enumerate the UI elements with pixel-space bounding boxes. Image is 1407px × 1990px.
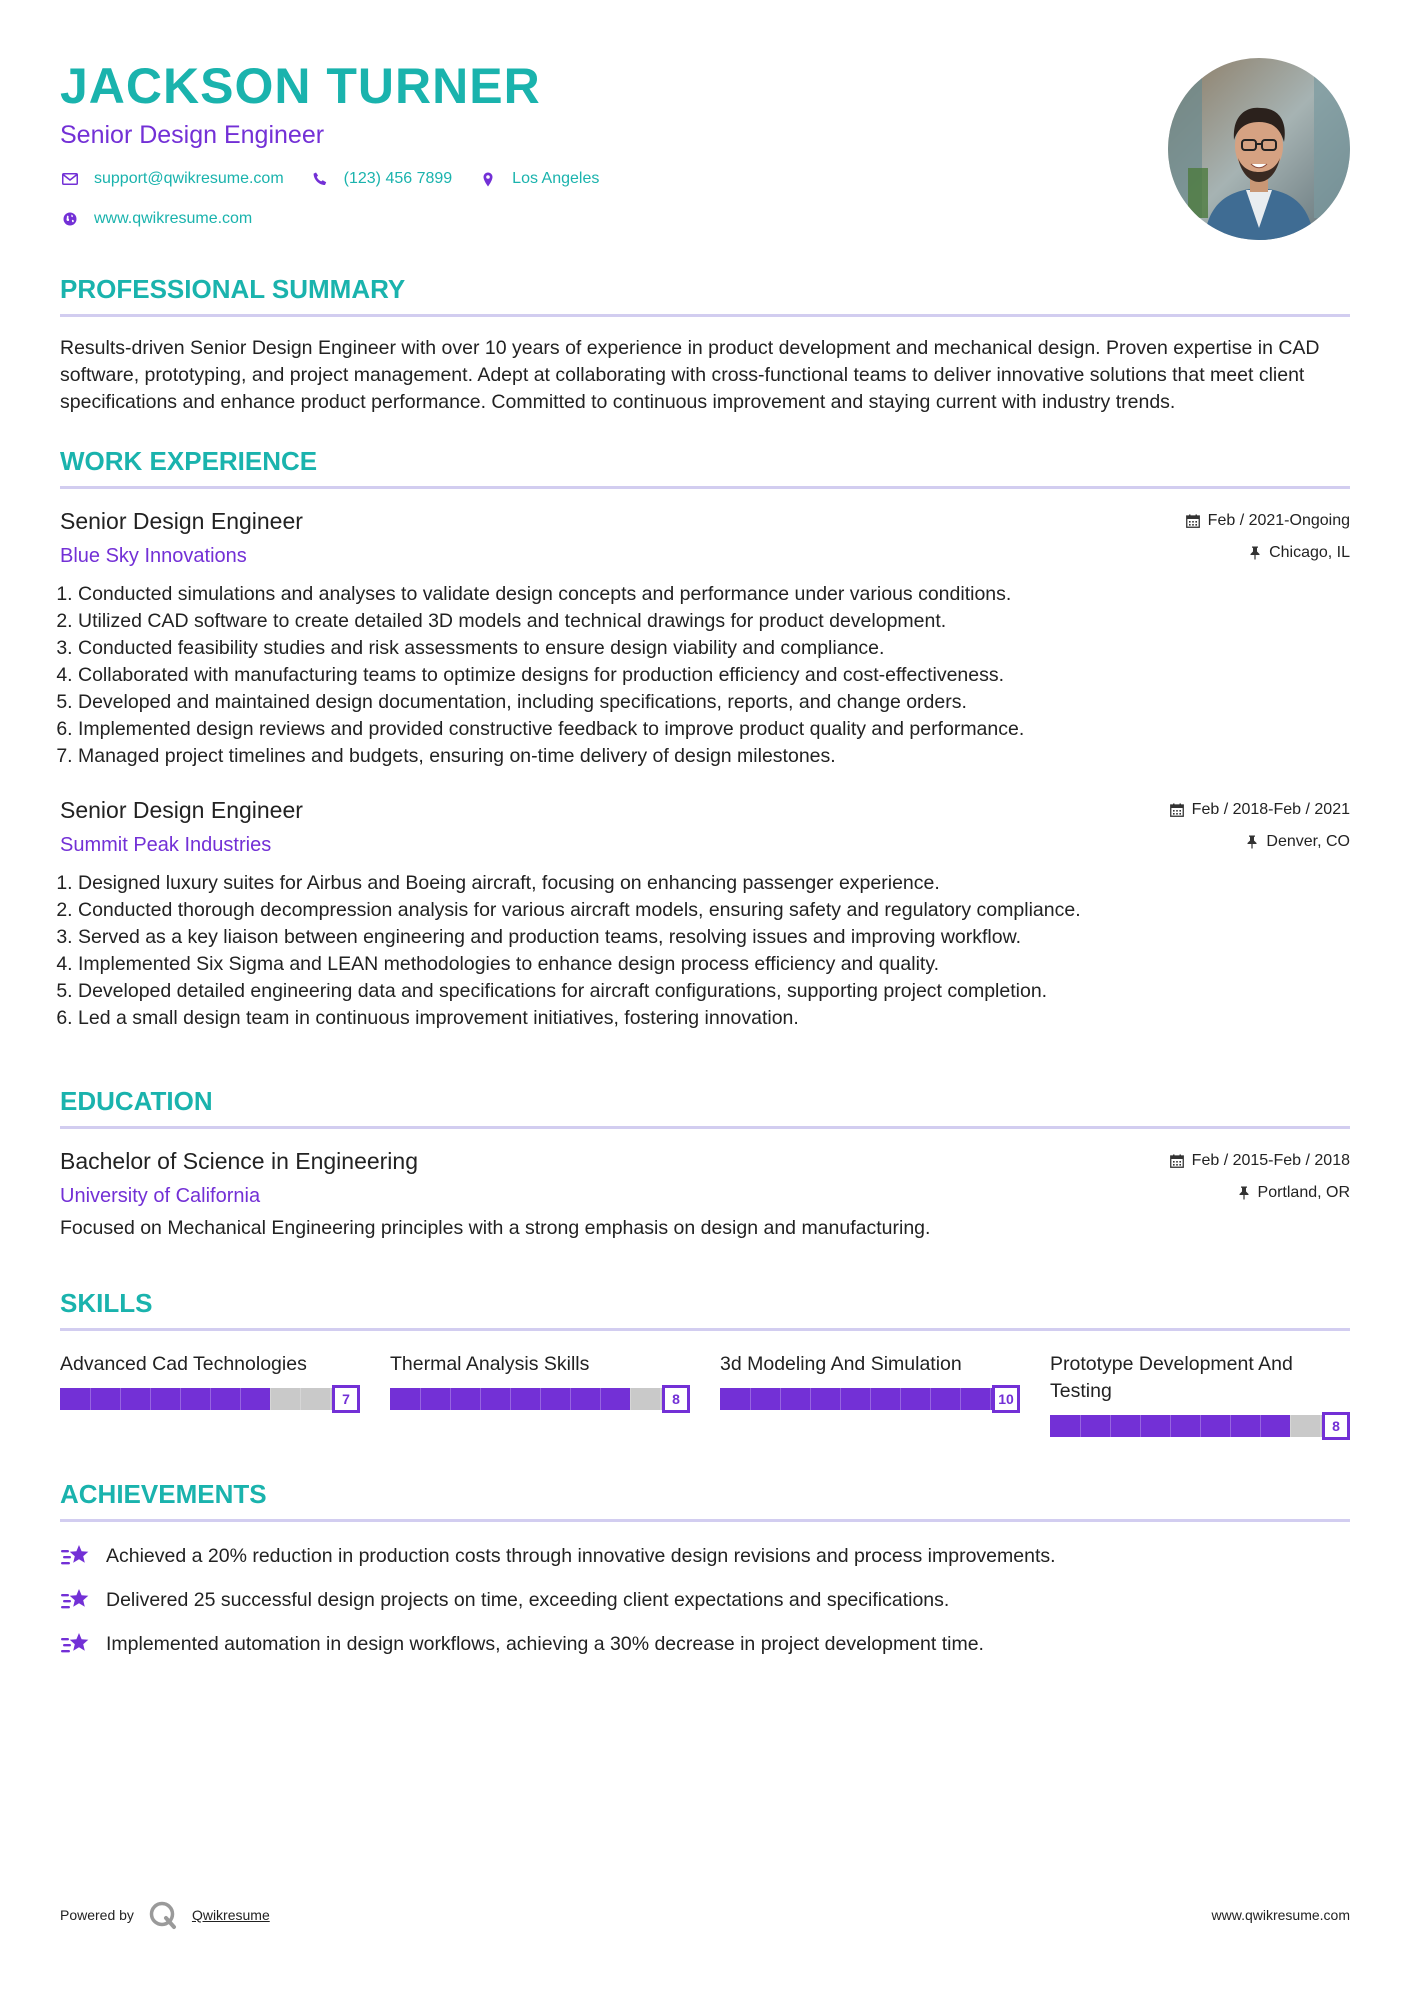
powered-by: [60, 1900, 270, 1930]
contact-website[interactable]: [60, 210, 252, 228]
skill-bar-segment: [1290, 1415, 1291, 1437]
calendar-icon: [1186, 514, 1200, 528]
skill-bar-segment: [120, 1388, 121, 1410]
duty-item: 1. Designed luxury suites for Airbus and Boeing aircraft, focusing on enhancing passenger experience.: [78, 870, 1350, 897]
skill-bar-segment: [150, 1388, 151, 1410]
job-title-block: [60, 507, 303, 569]
education-header: [60, 1147, 1350, 1209]
skill-bar-segment: [240, 1388, 241, 1410]
degree-title: Bachelor of Science in Engineering: [60, 1148, 419, 1174]
footer: [60, 1900, 1350, 1930]
skill-name: Advanced Cad Technologies: [60, 1353, 307, 1375]
contact-row-web: [60, 210, 1350, 228]
skills-divider: [60, 1328, 1350, 1331]
achievements-divider: [60, 1519, 1350, 1522]
experience-divider: [60, 486, 1350, 489]
phone-text: (123) 456 7899: [343, 170, 453, 187]
contact-phone[interactable]: [310, 170, 453, 188]
skill-bar-segment: [270, 1388, 271, 1410]
school-name: University of California: [60, 1185, 261, 1207]
skill-bar-segment: [990, 1388, 991, 1410]
skill-item: [1050, 1351, 1350, 1439]
pushpin-icon: [1238, 1186, 1250, 1200]
skill-bar-segment: [750, 1388, 751, 1410]
job-meta: [1170, 796, 1350, 852]
skill-bar-segment: [930, 1388, 931, 1410]
education-location: [1170, 1183, 1350, 1203]
education-location-text: Portland, OR: [1257, 1184, 1350, 1201]
education-title-block: [60, 1147, 418, 1209]
education-meta: [1170, 1147, 1350, 1203]
achievements-section: [60, 1479, 1350, 1658]
skill-bar-segment: [1320, 1415, 1321, 1437]
candidate-role: Senior Design Engineer: [60, 121, 325, 149]
skills-heading: SKILLS: [60, 1288, 153, 1318]
skill-level-bar: [60, 1384, 360, 1412]
skill-bar-segment: [600, 1388, 601, 1410]
powered-by-label: Powered by: [60, 1907, 134, 1923]
duty-item: 7. Managed project timelines and budgets, ensuring on-time delivery of design milestones.: [78, 743, 1350, 770]
achievements-list: [60, 1542, 1350, 1658]
summary-heading: PROFESSIONAL SUMMARY: [60, 274, 406, 304]
map-pin-icon: [478, 170, 498, 188]
education-description: Focused on Mechanical Engineering principles with a strong emphasis on design and manufacturing.: [60, 1217, 931, 1239]
job-dates: [1170, 800, 1350, 820]
contact-row: [60, 170, 1350, 188]
email-text: support@qwikresume.com: [94, 170, 284, 187]
education-dates-text: Feb / 2015-Feb / 2018: [1191, 1152, 1350, 1169]
skill-level-bar: [720, 1384, 1020, 1412]
skill-level-bar: [1050, 1411, 1350, 1439]
contact-email[interactable]: [60, 170, 284, 188]
skill-item: [60, 1351, 360, 1439]
skill-bar-segment: [1230, 1415, 1231, 1437]
phone-icon: [310, 170, 330, 188]
achievement-item: [60, 1586, 1350, 1614]
candidate-name: JACKSON TURNER: [60, 58, 541, 114]
globe-icon: [60, 210, 80, 228]
resume-content: [60, 58, 1350, 1658]
education-divider: [60, 1126, 1350, 1129]
job-header: [60, 507, 1350, 569]
job-duties: [60, 581, 1350, 770]
skill-bar-segment: [630, 1388, 631, 1410]
duty-item: 2. Conducted thorough decompression analysis for various aircraft models, ensuring safety and regulatory compliance.: [78, 897, 1350, 924]
skill-bar-segment: [570, 1388, 571, 1410]
job-entry: [60, 796, 1350, 1032]
skill-bar-segment: [180, 1388, 181, 1410]
footer-site-link[interactable]: www.qwikresume.com: [1211, 1907, 1350, 1923]
calendar-icon: [1170, 803, 1184, 817]
job-duties: [60, 870, 1350, 1032]
qwikresume-logo-icon: [148, 1900, 178, 1930]
job-location: [1170, 832, 1350, 852]
duty-item: 1. Conducted simulations and analyses to validate design concepts and performance under various conditions.: [78, 581, 1350, 608]
skill-bar-segment: [1080, 1415, 1081, 1437]
skill-level-badge: 8: [662, 1385, 690, 1413]
skill-bar-segment: [450, 1388, 451, 1410]
skill-bar-segment: [1200, 1415, 1201, 1437]
skill-bar-segment: [810, 1388, 811, 1410]
duty-item: 3. Served as a key liaison between engineering and production teams, resolving issues and improving workflow.: [78, 924, 1350, 951]
achievement-text: Achieved a 20% reduction in production costs through innovative design revisions and process improvements.: [106, 1545, 1056, 1567]
job-location: [1186, 543, 1350, 563]
achievement-item: [60, 1542, 1350, 1570]
shooting-star-icon: [60, 1586, 92, 1614]
experience-heading: WORK EXPERIENCE: [60, 446, 318, 476]
skill-bar-segment: [960, 1388, 961, 1410]
skill-level-bar: [390, 1384, 690, 1412]
job-dates-text: Feb / 2021-Ongoing: [1207, 512, 1350, 529]
job-title: Senior Design Engineer: [60, 797, 303, 823]
skill-level-badge: 10: [992, 1385, 1020, 1413]
experience-section: [60, 446, 1350, 1032]
skill-bar-segment: [90, 1388, 91, 1410]
job-title-block: [60, 796, 303, 858]
job-meta: [1186, 507, 1350, 563]
job-title: Senior Design Engineer: [60, 508, 303, 534]
skills-grid: [60, 1351, 1350, 1439]
skill-bar-segment: [870, 1388, 871, 1410]
duty-item: 4. Implemented Six Sigma and LEAN methodologies to enhance design process efficiency and quality.: [78, 951, 1350, 978]
summary-text: Results-driven Senior Design Engineer with over 10 years of experience in product development and mechanical design. Proven expertise in CAD software, prototyping, and project management. Adept at collaborating with cross-functional teams to deliver innovative solutions that meet client specifications and enhance product performance. Committed to continuous improvement and staying current with industry trends.: [60, 337, 1320, 413]
skill-bar-segment: [210, 1388, 211, 1410]
skill-name: Prototype Development And Testing: [1050, 1353, 1293, 1402]
job-header: [60, 796, 1350, 858]
education-entry: [60, 1147, 1350, 1242]
education-section: [60, 1086, 1350, 1242]
achievements-heading: ACHIEVEMENTS: [60, 1479, 267, 1509]
skill-bar-fill: [60, 1388, 270, 1410]
shooting-star-icon: [60, 1542, 92, 1570]
brand-link[interactable]: Qwikresume: [191, 1907, 270, 1923]
duty-item: 5. Developed detailed engineering data and specifications for aircraft configurations, supporting project completion.: [78, 978, 1350, 1005]
skill-bar-segment: [510, 1388, 511, 1410]
skill-bar-segment: [1110, 1415, 1111, 1437]
skill-bar-segment: [300, 1388, 301, 1410]
skills-section: [60, 1288, 1350, 1439]
duty-item: 4. Collaborated with manufacturing teams to optimize designs for production efficiency and cost-effectiveness.: [78, 662, 1350, 689]
education-heading: EDUCATION: [60, 1086, 213, 1116]
achievement-text: Delivered 25 successful design projects on time, exceeding client expectations and specifications.: [106, 1589, 950, 1611]
skill-bar-segment: [480, 1388, 481, 1410]
skill-bar-segment: [540, 1388, 541, 1410]
skill-level-badge: 8: [1322, 1412, 1350, 1440]
education-dates: [1170, 1151, 1350, 1171]
skill-bar-segment: [1140, 1415, 1141, 1437]
achievement-item: [60, 1630, 1350, 1658]
job-entry: [60, 507, 1350, 770]
pushpin-icon: [1246, 835, 1258, 849]
skill-item: [390, 1351, 690, 1439]
duty-item: 3. Conducted feasibility studies and risk assessments to ensure design viability and compliance.: [78, 635, 1350, 662]
contact-location: [478, 170, 599, 188]
skill-bar-segment: [330, 1388, 331, 1410]
job-company: Blue Sky Innovations: [60, 545, 247, 567]
skill-bar-segment: [1170, 1415, 1171, 1437]
website-text: www.qwikresume.com: [94, 210, 253, 227]
skill-bar-segment: [840, 1388, 841, 1410]
skill-name: Thermal Analysis Skills: [390, 1353, 590, 1375]
skill-bar-segment: [660, 1388, 661, 1410]
job-location-text: Chicago, IL: [1269, 544, 1350, 561]
envelope-icon: [60, 170, 80, 188]
skill-bar-segment: [420, 1388, 421, 1410]
duty-item: 5. Developed and maintained design documentation, including specifications, reports, and change orders.: [78, 689, 1350, 716]
skill-name: 3d Modeling And Simulation: [720, 1353, 962, 1375]
job-location-text: Denver, CO: [1266, 833, 1350, 850]
location-text: Los Angeles: [512, 170, 600, 187]
skill-level-badge: 7: [332, 1385, 360, 1413]
summary-section: [60, 274, 1350, 416]
duty-item: 6. Implemented design reviews and provided constructive feedback to improve product quality and performance.: [78, 716, 1350, 743]
skill-bar-segment: [1260, 1415, 1261, 1437]
skill-item: [720, 1351, 1020, 1439]
shooting-star-icon: [60, 1630, 92, 1658]
pushpin-icon: [1249, 546, 1261, 560]
job-dates-text: Feb / 2018-Feb / 2021: [1191, 801, 1350, 818]
skill-bar-segment: [900, 1388, 901, 1410]
duty-item: 2. Utilized CAD software to create detailed 3D models and technical drawings for product development.: [78, 608, 1350, 635]
skill-bar-segment: [780, 1388, 781, 1410]
summary-divider: [60, 314, 1350, 317]
profile-photo: [1168, 58, 1350, 240]
duty-item: 6. Led a small design team in continuous improvement initiatives, fostering innovation.: [78, 1005, 1350, 1032]
achievement-text: Implemented automation in design workflows, achieving a 30% decrease in project development time.: [106, 1633, 984, 1655]
job-company: Summit Peak Industries: [60, 834, 272, 856]
calendar-icon: [1170, 1154, 1184, 1168]
job-dates: [1186, 511, 1350, 531]
